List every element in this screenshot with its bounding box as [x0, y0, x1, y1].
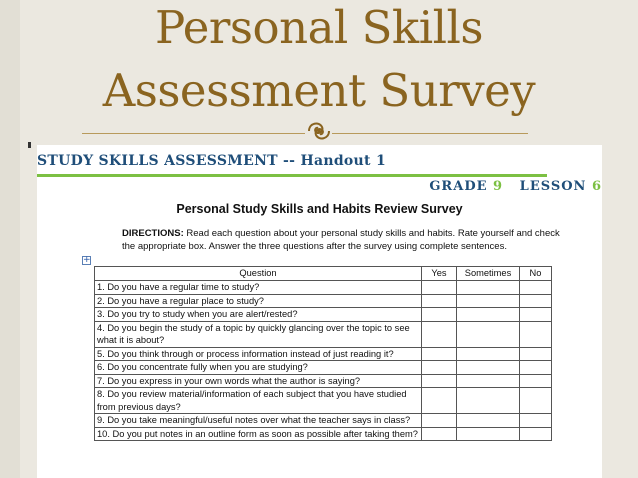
question-cell: 4. Do you begin the study of a topic by quickly glancing over the topic to see what it is about?	[95, 321, 422, 347]
yes-checkbox-cell[interactable]	[422, 374, 457, 388]
header-yes: Yes	[422, 267, 457, 281]
question-cell: 5. Do you think through or process information instead of just reading it?	[95, 347, 422, 361]
header-no: No	[520, 267, 552, 281]
table-row	[95, 374, 552, 388]
sometimes-checkbox-cell[interactable]	[457, 361, 520, 375]
sometimes-checkbox-cell[interactable]	[457, 321, 520, 347]
no-checkbox-cell[interactable]	[520, 427, 552, 441]
question-cell: 8. Do you review material/information of each subject that you have studied from previous days?	[95, 388, 422, 414]
sometimes-checkbox-cell[interactable]	[457, 427, 520, 441]
question-cell: 7. Do you express in your own words what the author is saying?	[95, 374, 422, 388]
table-row	[95, 388, 552, 414]
directions-paragraph	[122, 227, 562, 253]
yes-checkbox-cell[interactable]	[422, 347, 457, 361]
title-divider-left	[82, 133, 305, 134]
sometimes-checkbox-cell[interactable]	[457, 347, 520, 361]
sometimes-checkbox-cell[interactable]	[457, 294, 520, 308]
table-row	[95, 308, 552, 322]
sometimes-checkbox-cell[interactable]	[457, 308, 520, 322]
no-checkbox-cell[interactable]	[520, 414, 552, 428]
sometimes-checkbox-cell[interactable]	[457, 374, 520, 388]
header-sometimes: Sometimes	[457, 267, 520, 281]
yes-checkbox-cell[interactable]	[422, 361, 457, 375]
survey-title: Personal Study Skills and Habits Review Survey	[176, 202, 463, 216]
grade-lesson-line	[429, 179, 602, 194]
lesson-value: 6	[591, 179, 602, 194]
no-checkbox-cell[interactable]	[520, 321, 552, 347]
table-row	[95, 427, 552, 441]
question-cell: 1. Do you have a regular time to study?	[95, 281, 422, 295]
table-header-row	[95, 267, 552, 281]
yes-checkbox-cell[interactable]	[422, 321, 457, 347]
header-question: Question	[95, 267, 422, 281]
no-checkbox-cell[interactable]	[520, 374, 552, 388]
sometimes-checkbox-cell[interactable]	[457, 414, 520, 428]
table-row	[95, 361, 552, 375]
no-checkbox-cell[interactable]	[520, 361, 552, 375]
table-expand-icon[interactable]: +	[83, 255, 91, 265]
no-checkbox-cell[interactable]	[520, 308, 552, 322]
lesson-label: LESSON	[519, 179, 587, 194]
directions-text: Read each question about your personal study skills and habits. Rate yourself and check the appropriate box. Answer the three questions after the survey using complete sentences.	[122, 228, 560, 252]
yes-checkbox-cell[interactable]	[422, 281, 457, 295]
yes-checkbox-cell[interactable]	[422, 388, 457, 414]
yes-checkbox-cell[interactable]	[422, 308, 457, 322]
handout-image	[37, 145, 602, 478]
question-cell: 3. Do you try to study when you are alert/rested?	[95, 308, 422, 322]
slide-marker	[28, 142, 31, 148]
question-cell: 6. Do you concentrate fully when you are studying?	[95, 361, 422, 375]
handout-header-title: STUDY SKILLS ASSESSMENT -- Handout 1	[37, 153, 387, 169]
table-row	[95, 281, 552, 295]
survey-table	[94, 266, 552, 441]
yes-checkbox-cell[interactable]	[422, 294, 457, 308]
table-row	[95, 347, 552, 361]
directions-label: DIRECTIONS:	[122, 228, 184, 239]
table-row	[95, 321, 552, 347]
table-row	[95, 414, 552, 428]
grade-label: GRADE	[429, 179, 488, 194]
title-divider-right	[332, 133, 528, 134]
table-row	[95, 294, 552, 308]
no-checkbox-cell[interactable]	[520, 347, 552, 361]
fleuron-icon	[306, 118, 332, 144]
slide-title-line-2: Assessment Survey	[102, 64, 536, 117]
yes-checkbox-cell[interactable]	[422, 414, 457, 428]
yes-checkbox-cell[interactable]	[422, 427, 457, 441]
no-checkbox-cell[interactable]	[520, 294, 552, 308]
question-cell: 2. Do you have a regular place to study?	[95, 294, 422, 308]
sometimes-checkbox-cell[interactable]	[457, 388, 520, 414]
header-green-rule	[37, 174, 547, 177]
no-checkbox-cell[interactable]	[520, 388, 552, 414]
question-cell: 9. Do you take meaningful/useful notes over what the teacher says in class?	[95, 414, 422, 428]
slide-title-line-1: Personal Skills	[155, 1, 483, 54]
sometimes-checkbox-cell[interactable]	[457, 281, 520, 295]
grade-value: 9	[493, 179, 504, 194]
no-checkbox-cell[interactable]	[520, 281, 552, 295]
question-cell: 10. Do you put notes in an outline form as soon as possible after taking them?	[95, 427, 422, 441]
